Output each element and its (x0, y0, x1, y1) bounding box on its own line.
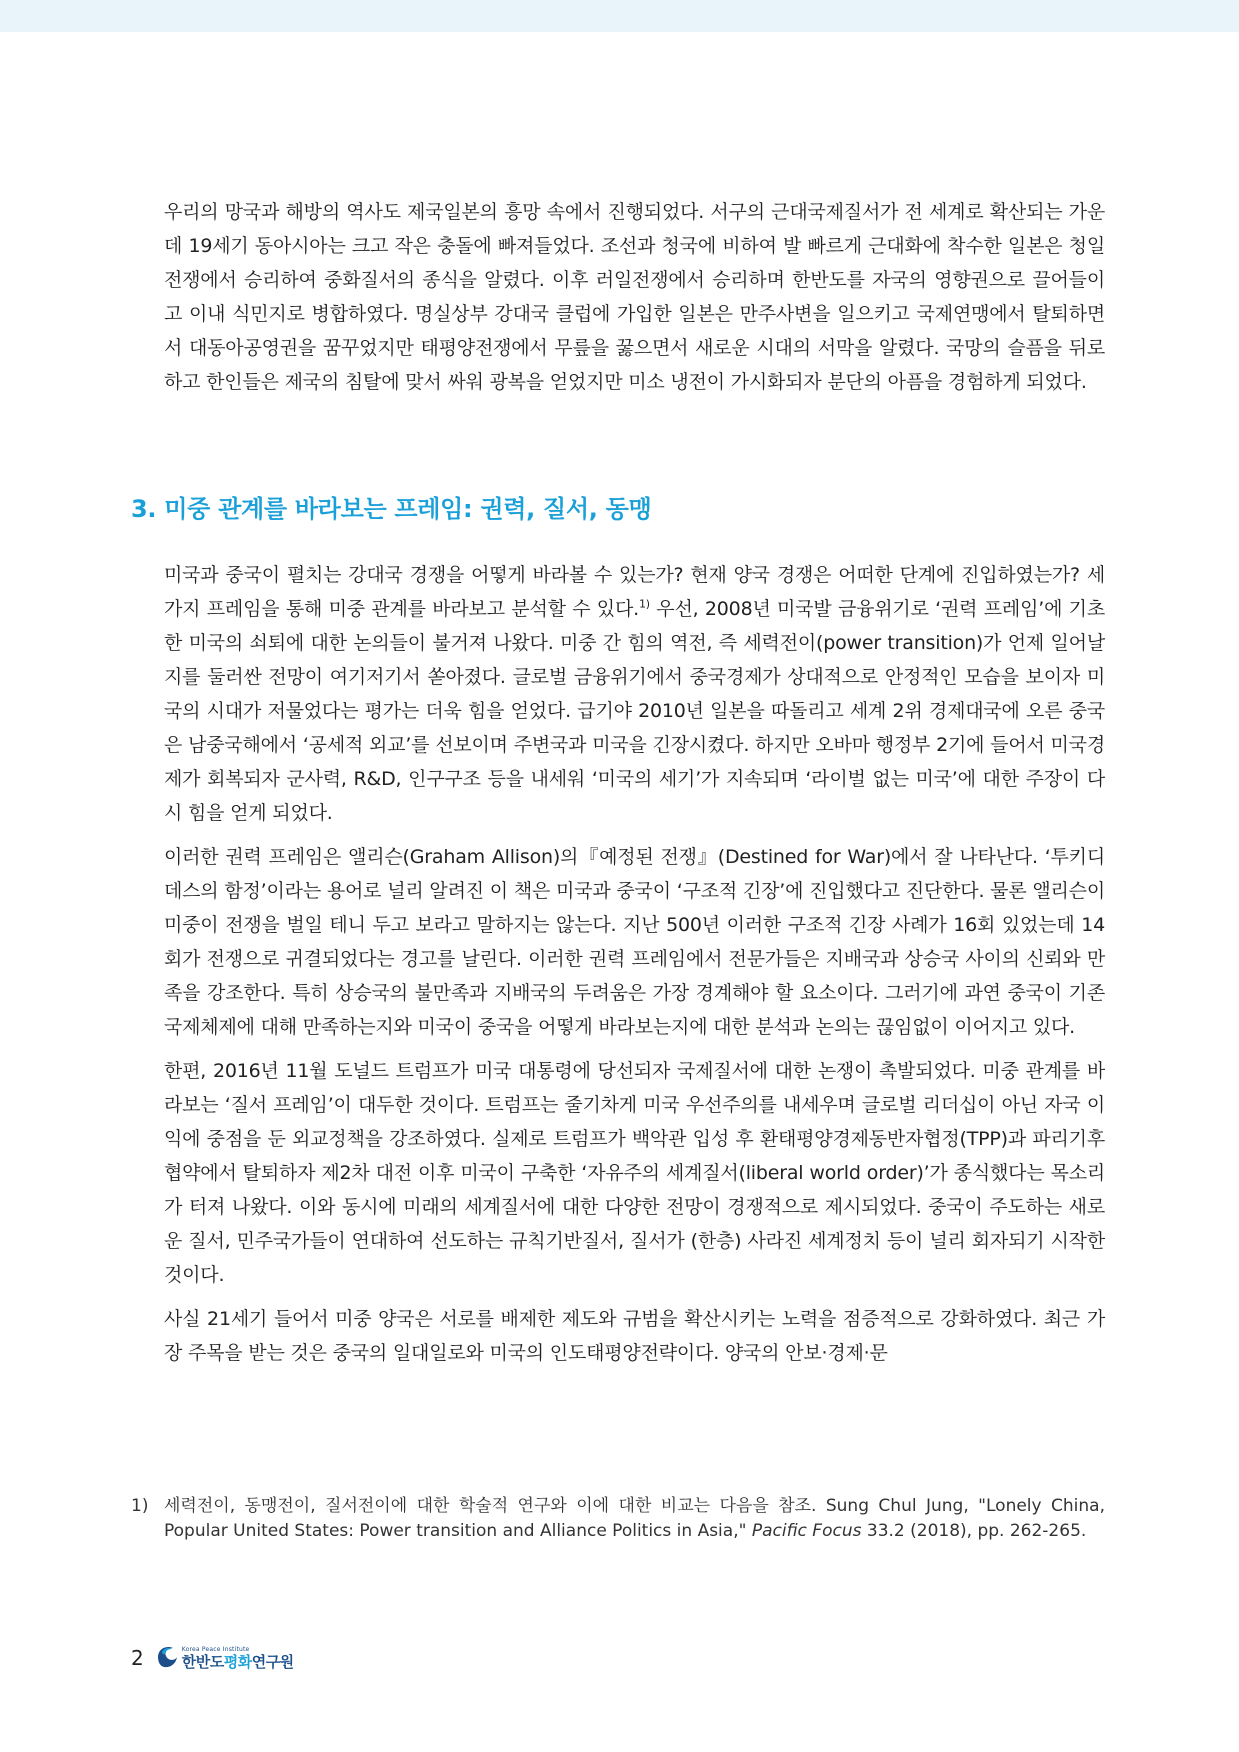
section-body (164, 558, 1105, 1380)
top-band (0, 0, 1239, 32)
page-footer (131, 1638, 294, 1678)
logo-mark-icon (154, 1643, 180, 1673)
footnote-text-before: 세력전이, 동맹전이, 질서전이에 대한 학술적 연구와 이에 대한 비교는 다음을 참조. Sung Chul Jung, "Lonely China, Popular United States: Power transition and Alliance Politics in Asia," (164, 1496, 1105, 1541)
footnote-reference[interactable]: 1) (638, 597, 650, 611)
logo-korean-part-2: 평화 (223, 1652, 252, 1671)
institute-logo (154, 1643, 294, 1673)
logo-english: Korea Peace Institute (181, 1645, 250, 1653)
logo-korean (182, 1653, 294, 1671)
paragraph-3: 한편, 2016년 11월 도널드 트럼프가 미국 대통령에 당선되자 국제질서에 대한 논쟁이 촉발되었다. 미중 관계를 바라보는 ‘질서 프레임’이 대두한 것이다. 트럼프는 줄기차게 미국 우선주의를 내세우며 글로벌 리더십이 아닌 자국 이익에 중점을 둔 외교정책을 강조하였다. 실제로 트럼프가 백악관 입성 후 환태평양경제동반자협정(TPP)과 파리기후협약에서 탈퇴하자 제2차 대전 이후 미국이 구축한 ‘자유주의 세계질서(liberal world order)’가 종식했다는 목소리가 터져 나왔다. 이와 동시에 미래의 세계질서에 대한 다양한 전망이 경쟁적으로 제시되었다. 중국이 주도하는 새로운 질서, 민주국가들이 연대하여 선도하는 규칙기반질서, 질서가 (한층) 사라진 세계정치 등이 널리 회자되기 시작한 것이다. (164, 1060, 1105, 1286)
section-heading: 3. 미중 관계를 바라보는 프레임: 권력, 질서, 동맹 (131, 495, 652, 523)
paragraph-1 (164, 558, 1105, 830)
footnote-number: 1) (131, 1496, 149, 1516)
page-number: 2 (131, 1646, 144, 1670)
footnote-text (164, 1494, 1105, 1544)
footnote-text-after: 33.2 (2018), pp. 262-265. (861, 1521, 1087, 1541)
paragraph-4: 사실 21세기 들어서 미중 양국은 서로를 배제한 제도와 규범을 확산시키는 노력을 점증적으로 강화하였다. 최근 가장 주목을 받는 것은 중국의 일대일로와 미국의 인도태평양전략이다. 양국의 안보·경제·문 (164, 1308, 1105, 1364)
footnote-1 (131, 1494, 1105, 1544)
logo-text (182, 1646, 294, 1671)
paragraph-1-text-a: 미국과 중국이 펼치는 강대국 경쟁을 어떻게 바라볼 수 있는가? 현재 양국 경쟁은 어떠한 단계에 진입하였는가? 세 가지 프레임을 통해 미중 관계를 바라보고 분석할 수 있다. (164, 564, 1105, 620)
logo-korean-part-3: 연구원 (251, 1652, 294, 1671)
paragraph-2: 이러한 권력 프레임은 앨리슨(Graham Allison)의『예정된 전쟁』(Destined for War)에서 잘 나타난다. ‘투키디데스의 함정’이라는 용어로 널리 알려진 이 책은 미국과 중국이 ‘구조적 긴장’에 진입했다고 진단한다. 물론 앨리슨이 미중이 전쟁을 벌일 테니 두고 보라고 말하지는 않는다. 지난 500년 이러한 구조적 긴장 사례가 16회 있었는데 14회가 전쟁으로 귀결되었다는 경고를 날린다. 이러한 권력 프레임에서 전문가들은 지배국과 상승국 사이의 신뢰와 만족을 강조한다. 특히 상승국의 불만족과 지배국의 두려움은 가장 경계해야 할 요소이다. 그러기에 과연 중국이 기존 국제체제에 대해 만족하는지와 미국이 중국을 어떻게 바라보는지에 대한 분석과 논의는 끊임없이 이어지고 있다. (164, 846, 1105, 1038)
intro-section (164, 195, 1105, 409)
paragraph-1-text-b: 우선, 2008년 미국발 금융위기로 ‘권력 프레임’에 기초한 미국의 쇠퇴에 대한 논의들이 불거져 나왔다. 미중 간 힘의 역전, 즉 세력전이(power transition)가 언제 일어날지를 둘러싼 전망이 여기저기서 쏟아졌다. 글로벌 금융위기에서 중국경제가 상대적으로 안정적인 모습을 보이자 미국의 시대가 저물었다는 평가는 더욱 힘을 얻었다. 급기야 2010년 일본을 따돌리고 세계 2위 경제대국에 오른 중국은 남중국해에서 ‘공세적 외교’를 선보이며 주변국과 미국을 긴장시켰다. 하지만 오바마 행정부 2기에 들어서 미국경제가 회복되자 군사력, R&D, 인구구조 등을 내세워 ‘미국의 세기’가 지속되며 ‘라이벌 없는 미국’에 대한 주장이 다시 힘을 얻게 되었다. (164, 598, 1105, 824)
footnotes (131, 1494, 1105, 1544)
logo-korean-part-1: 한반도 (181, 1652, 224, 1671)
footnote-journal: Pacific Focus (751, 1521, 862, 1541)
intro-paragraph: 우리의 망국과 해방의 역사도 제국일본의 흥망 속에서 진행되었다. 서구의 근대국제질서가 전 세계로 확산되는 가운데 19세기 동아시아는 크고 작은 충돌에 빠져들었다. 조선과 청국에 비하여 발 빠르게 근대화에 착수한 일본은 청일전쟁에서 승리하여 중화질서의 종식을 알렸다. 이후 러일전쟁에서 승리하며 한반도를 자국의 영향권으로 끌어들이고 이내 식민지로 병합하였다. 명실상부 강대국 클럽에 가입한 일본은 만주사변을 일으키고 국제연맹에서 탈퇴하면서 대동아공영권을 꿈꾸었지만 태평양전쟁에서 무릎을 꿇으면서 새로운 시대의 서막을 알렸다. 국망의 슬픔을 뒤로 하고 한인들은 제국의 침탈에 맞서 싸워 광복을 얻었지만 미소 냉전이 가시화되자 분단의 아픔을 경험하게 되었다. (164, 201, 1105, 393)
